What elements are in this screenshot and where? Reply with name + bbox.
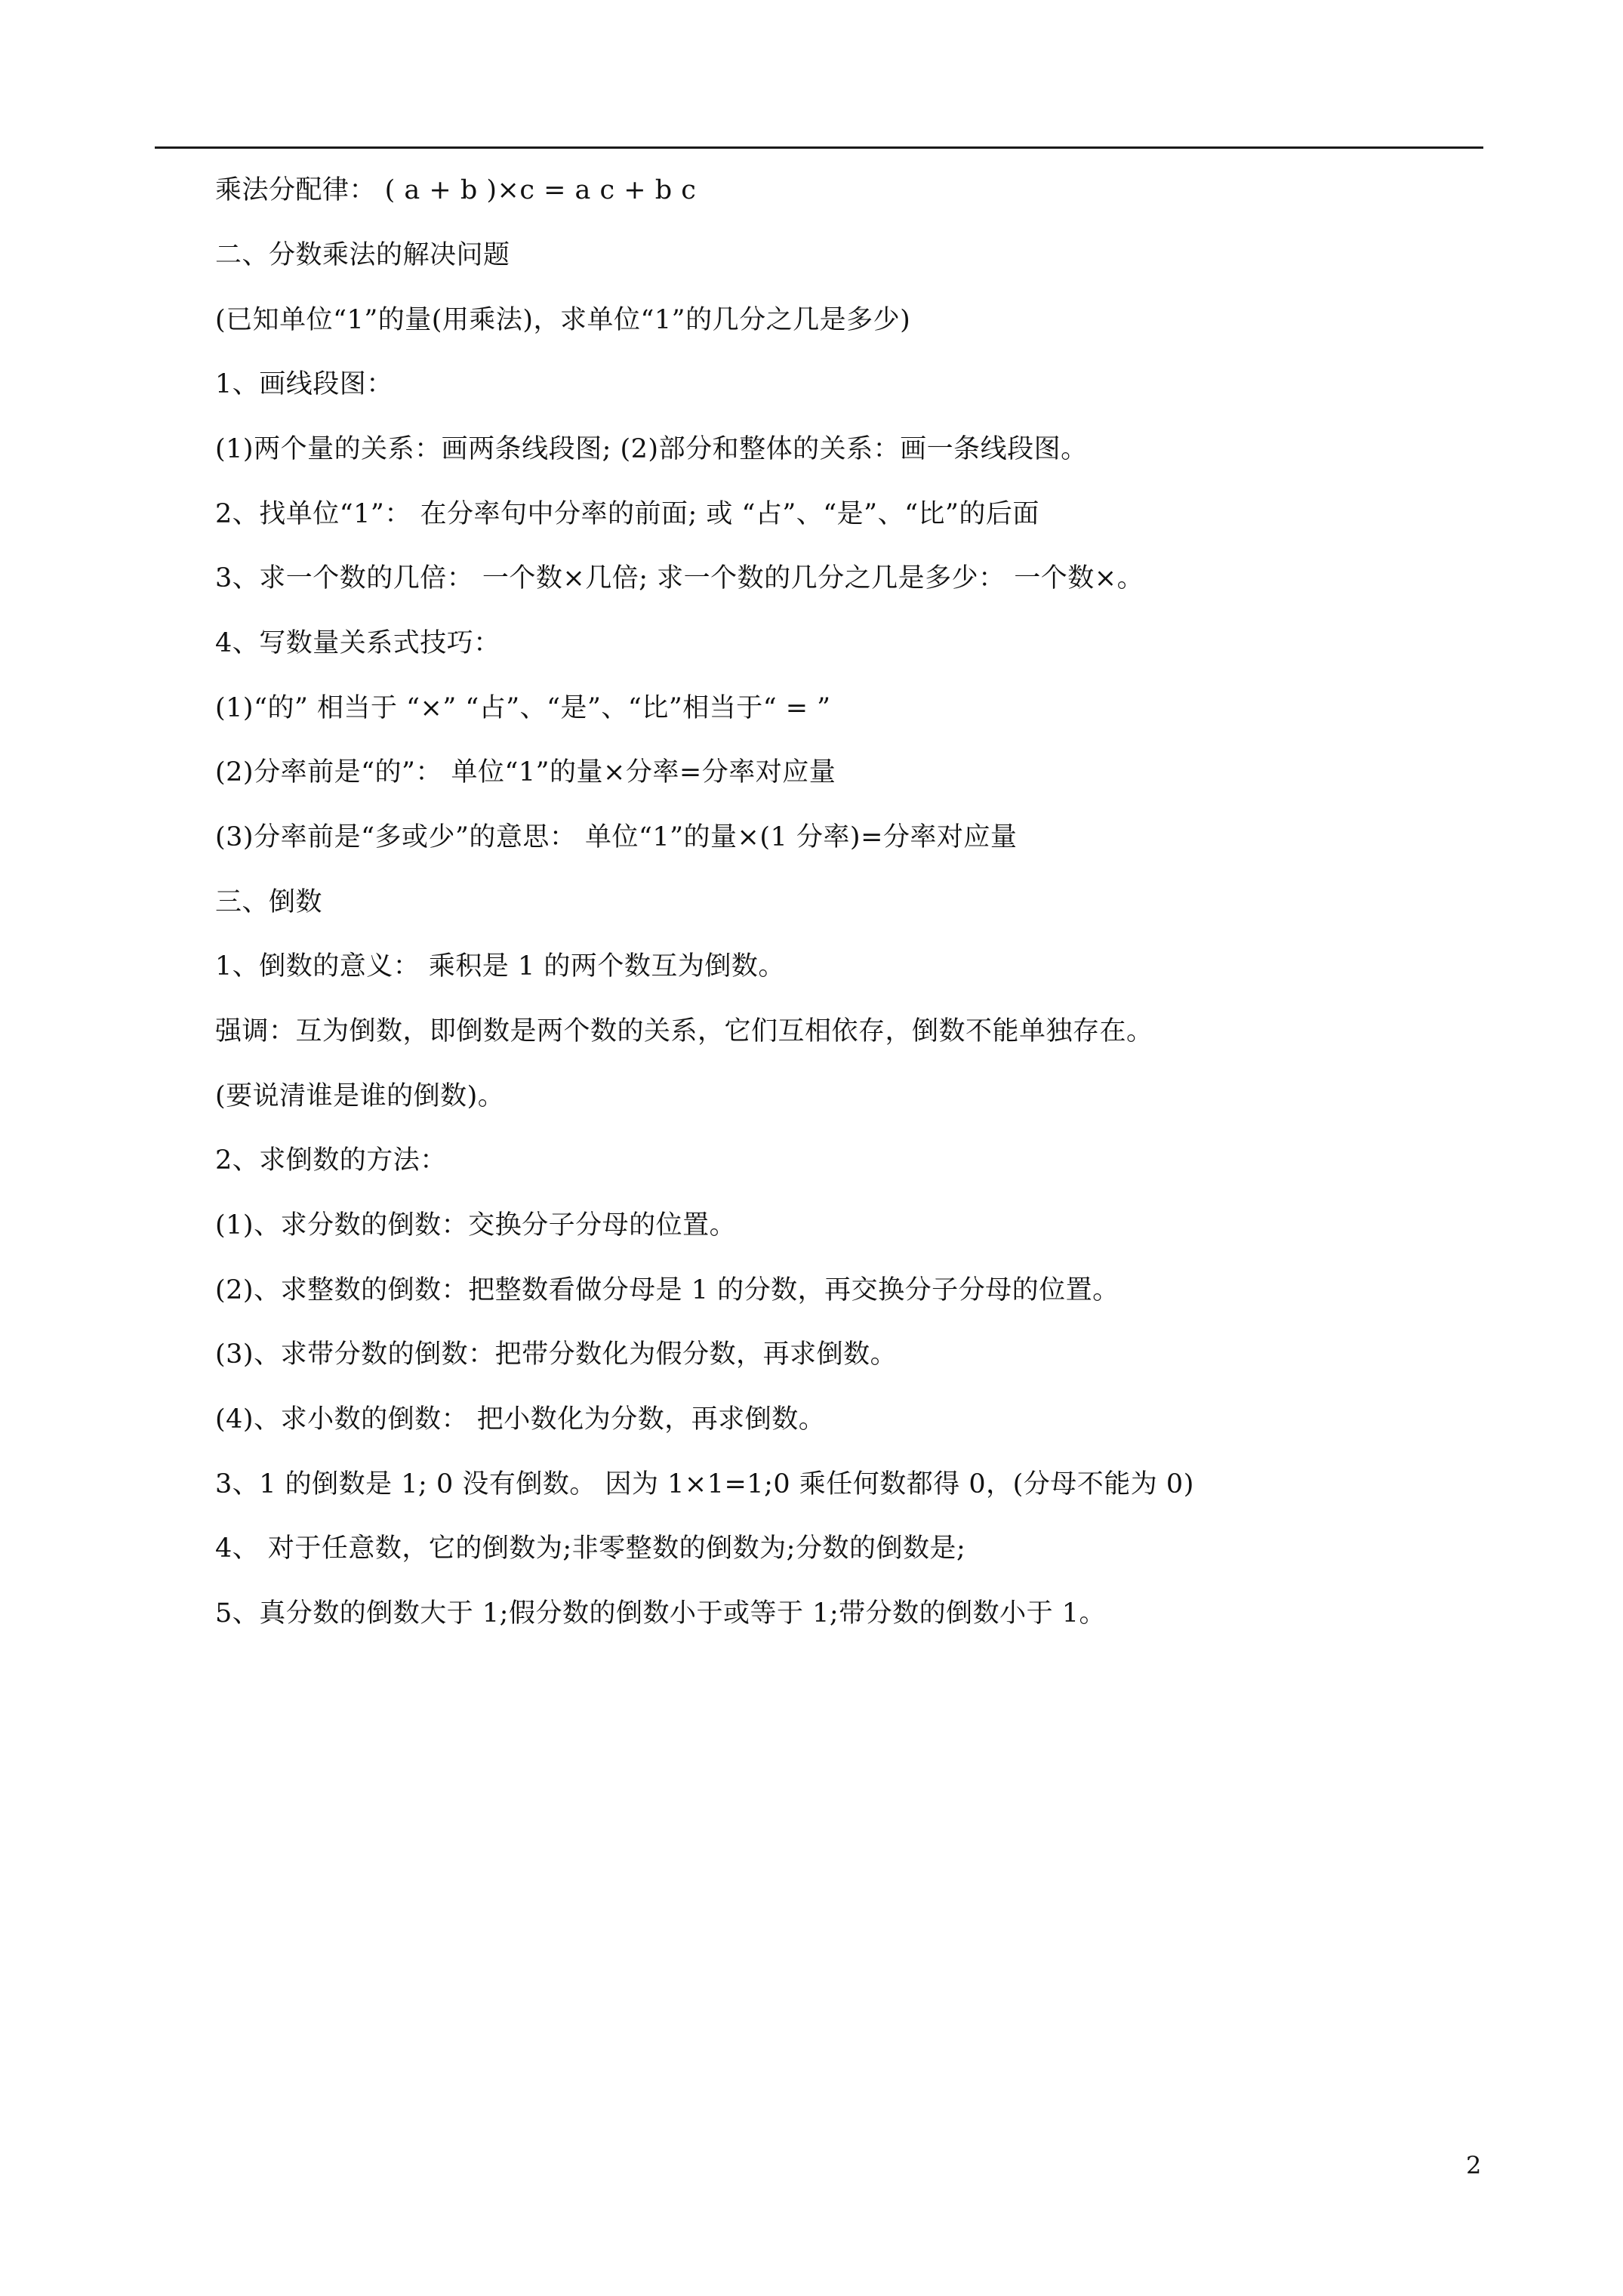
text-line: 2、找单位“1”： 在分率句中分率的前面; 或 “占”、“是”、“比”的后面 <box>215 499 1039 529</box>
text-line: (4)、求小数的倒数： 把小数化为分数，再求倒数。 <box>215 1404 826 1435</box>
text-line: (2)、求整数的倒数：把整数看做分母是 1 的分数，再交换分子分母的位置。 <box>215 1275 1119 1305</box>
text-line: 4、写数量关系式技巧： <box>215 628 500 658</box>
text-line: (1)、求分数的倒数：交换分子分母的位置。 <box>215 1210 737 1240</box>
text-line: (2)分率前是“的”： 单位“1”的量×分率=分率对应量 <box>215 757 836 787</box>
text-line: (3)分率前是“多或少”的意思： 单位“1”的量×(1 分率)=分率对应量 <box>215 822 1018 852</box>
text-line: 3、1 的倒数是 1; 0 没有倒数。 因为 1×1=1;0 乘任何数都得 0，(分母不能为 0) <box>215 1469 1194 1499</box>
text-line: 5、真分数的倒数大于 1;假分数的倒数小于或等于 1;带分数的倒数小于 1。 <box>215 1598 1107 1629</box>
text-line: 3、求一个数的几倍： 一个数×几倍; 求一个数的几分之几是多少： 一个数×。 <box>215 563 1144 593</box>
text-line: 1、画线段图： <box>215 369 393 399</box>
section-heading: 三、倒数 <box>215 887 323 917</box>
page-number: 2 <box>1466 2151 1482 2180</box>
text-line: (1)两个量的关系：画两条线段图; (2)部分和整体的关系：画一条线段图。 <box>215 434 1088 464</box>
section-heading: 二、分数乘法的解决问题 <box>215 240 510 270</box>
text-line: 2、求倒数的方法： <box>215 1145 447 1176</box>
text-line: 乘法分配律： ( a + b )×c = a c + b c <box>215 175 697 205</box>
text-line: 强调：互为倒数，即倒数是两个数的关系，它们互相依存，倒数不能单独存在。 <box>215 1016 1153 1046</box>
text-line: 1、倒数的意义： 乘积是 1 的两个数互为倒数。 <box>215 951 785 982</box>
text-line: 4、 对于任意数，它的倒数为;非零整数的倒数为;分数的倒数是; <box>215 1533 966 1564</box>
text-line: (要说清谁是谁的倒数)。 <box>215 1081 505 1111</box>
text-line: (3)、求带分数的倒数：把带分数化为假分数，再求倒数。 <box>215 1339 898 1370</box>
text-line: (1)“的” 相当于 “×” “占”、“是”、“比”相当于“ = ” <box>215 693 831 723</box>
text-line: (已知单位“1”的量(用乘法)，求单位“1”的几分之几是多少) <box>215 305 911 335</box>
